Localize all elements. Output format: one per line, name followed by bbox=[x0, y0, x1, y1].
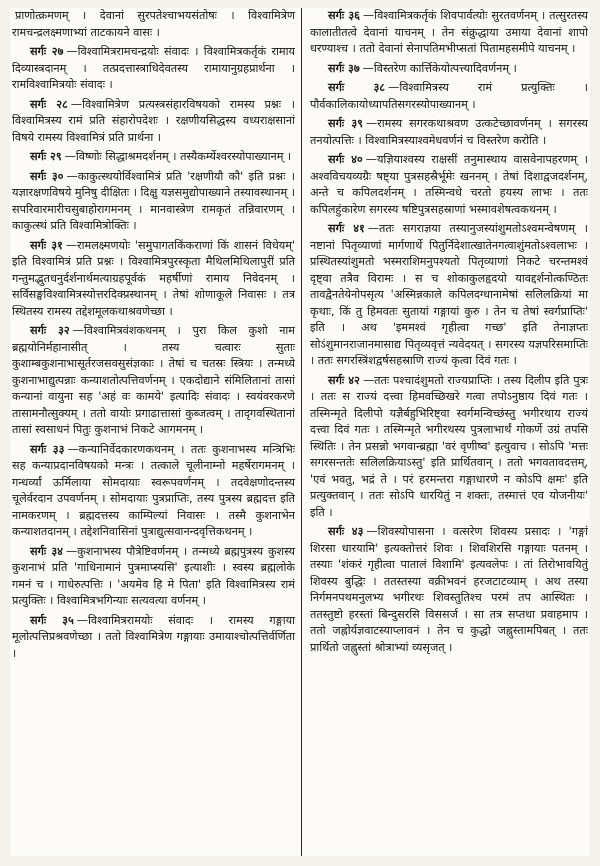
synopsis-paragraph bbox=[12, 613, 295, 663]
sarga-label: सर्गः ३७ bbox=[328, 61, 360, 75]
synopsis-paragraph bbox=[12, 169, 295, 235]
sarga-label: सर्गः ३४ bbox=[30, 544, 63, 558]
synopsis-paragraph bbox=[310, 80, 588, 113]
right-column bbox=[310, 8, 588, 856]
sarga-text: —यज्ञियाश्वस्य राक्षसीं तनुमास्थाय वासवेनापहरणम् । अश्वविचयव्यग्रैः षष्ट्या पुत्रसहस्रैर्भूमेः खननम् । तेषां दिशाद्वजदर्शनम्, अन्ते च कपिलदर्शनम् । तस्मिन्वधे चरतो हयस्य लाभः । ततः कपिलहुंकारेण सगरस्य षष्टिपुत्रसहस्राणां भस्मावशेषत्वकथनम् । bbox=[310, 153, 588, 216]
sarga-label: सर्गः ३० bbox=[30, 169, 64, 183]
sarga-text: —कुशनाभस्य पौत्रेष्टिवर्णनम् । तन्मध्ये ब्रह्मपुत्रस्य कुशस्य कुशनाभं प्रति 'गाधिनामानं पुत्रमाप्स्यसि' इत्याशीः । स्वस्य ब्रह्मलोके गमनं च । गाधेरुत्पत्तिः । 'अयमेव हि मे पिता' इति विश्वामित्रस्य रामं प्रत्युक्तिः । विश्वामित्रभगिन्याः सत्यवत्या वर्णनम् । bbox=[12, 544, 295, 607]
sarga-label: सर्गः ४० bbox=[328, 153, 363, 166]
sarga-label: सर्गः २७ bbox=[30, 45, 64, 58]
sarga-text: —रामलक्ष्मणयोः 'समुपागतकिंकराणां किं शासनं विधेयम्' इति विश्वामित्रं प्रति प्रश्नः । विश्वामित्रपुरस्कृता मैथिलमिथिलापुरीं प्रति गन्तुमद्भुतधनुर्दर्शनार्थमत्याग्रहपूर्वकं महर्षीणां रामाय निवेदनम् । सर्विसङ्घविश्वामित्रस्योत्तरदिक्प्रस्थानम् । तेषां शोणाकूले निवासः । तत्र स्थितस्य रामस्य तद्देशमूलकथाश्रवणेच्छा । bbox=[12, 238, 295, 318]
synopsis-paragraph bbox=[12, 544, 295, 610]
sarga-text: —कन्यानिर्वेदकारणकथनम् । ततः कुशनाभस्य मन्त्रिभिः सह कन्याप्रदानविषयको मन्त्रः । तत्काले चूलीनाम्नो महर्षेरागमनम् । गन्धर्व्यां ऊर्मिलाया सोमदायाः स्वरूपवर्णनम् । तदवेक्षणोदन्तस्य चूलेर्वरदान उपवर्णनम् । सोमदायाः पुत्रप्राप्तिः, तस्य पुत्रस्य ब्रह्मदत्त इति नामकरणम् । ब्रह्मदत्तस्य काम्पिल्यां निवासः । तस्मै कुशनाभेन कन्याशतदानम् । तद्देशनिवासिनां पुत्राद्युत्सवानन्दवृत्तिकथनम् । bbox=[12, 442, 295, 538]
sarga-text: प्राणोत्क्रमणम् । देवानां सुरपतेश्चाभयसंतोषः । विश्वामित्रेण रामचन्द्रलक्ष्मणाभ्यां ताटकायने वासः । bbox=[12, 9, 295, 39]
sarga-label: सर्गः ३५ bbox=[30, 613, 74, 627]
synopsis-paragraph bbox=[310, 373, 588, 522]
sarga-text: —विश्वामित्रस्य रामं प्रत्युक्तिः । पौर्वकालिकायोध्यापतिसगरस्योपाख्यानम् । bbox=[310, 81, 588, 111]
synopsis-paragraph bbox=[310, 524, 588, 656]
sarga-label: सर्गः ४१ bbox=[328, 222, 365, 235]
synopsis-paragraph bbox=[12, 97, 295, 147]
sarga-text: —रामस्य सगरकथाश्रवण उत्कटेच्छावर्णनम् । सगरस्य तनयोत्पत्तिः । विश्वामित्रस्याश्वमेधवर्णनं च विस्तरेण करोति । bbox=[310, 117, 588, 147]
sarga-label: सर्गः २९ bbox=[30, 150, 62, 163]
synopsis-paragraph bbox=[310, 221, 588, 370]
synopsis-paragraph bbox=[12, 323, 295, 439]
text-page bbox=[10, 8, 590, 856]
sarga-text: —ततः पश्चादंशुमतो राज्यप्राप्तिः । तस्य दिलीप इति पुत्रः । ततः स राज्यं दत्त्वा हिमवच्छिखरे गत्वा तपोऽनुष्ठाय दिवं गतः । तस्मिन्मृते दिलीपो यज्ञैर्बहुभिरिष्ट्वा स्वर्गमन्विच्छंस्तु भगीरथाय राज्यं दत्त्वा दिवं गतः । तस्मिन्मृते भगीरथस्य पुत्रलाभार्थं गोकर्णे उग्रं तपसि स्थितिः । तेन प्रसन्नो भगवान्ब्रह्मा 'वरं वृणीष्व' इत्युवाच । सोऽपि 'मत्तः सगरसन्ततेः सलिलक्रियाऽस्तु' इति प्रार्थितवान् । ततो भगवतावदत्तम्, 'एवं भवतु, भद्रं ते । परं हरमन्तरा गङ्गाधारणे न कोऽपि क्षमः' इति प्रत्युक्तवान् । ततः सोऽपि धारयितुं न शक्तः, तस्मात्तं एव योजनीयः' इति । bbox=[310, 373, 588, 519]
synopsis-paragraph bbox=[310, 8, 588, 58]
left-column bbox=[12, 8, 295, 856]
sarga-text: —विश्वामित्रेण प्रत्यस्त्रसंहारविषयको रामस्य प्रश्नः । विश्वामित्रस्य रामं प्रति संहारोपदेशः । रक्षणीयसिद्धस्य वध्यराक्षसानां विषये रामस्य विश्वामित्रं प्रति प्रार्थना । bbox=[12, 97, 295, 144]
synopsis-paragraph bbox=[12, 8, 295, 41]
synopsis-paragraph bbox=[310, 61, 588, 78]
sarga-text: —विश्वामित्रवंशकथनम् । पुरा किल कुशो नाम ब्रह्मयोनिर्महानासीत् । तस्य चत्वारः सुताः कुशाम्बकुशनाभासूर्तरजसवसुसंज्ञकाः । तेषां च चतस्रः स्त्रियः । तन्मध्ये कुशनाभाद्युत्पन्नाः कन्याशतोत्पत्तिवर्णनम् । एकदोद्याने संमिलितानां तासां कन्यानां वायुना सह 'अहं वः कामये' इत्यादिः संवादः । स्वयंवरकरणे तासामनौत्सुक्यम् । ततो वायोः प्रगाढात्तासां कुब्जत्वम् । तादृगवस्थितानां तासां स्वसाधनं पितुः कुशनाभं निकटे आगमनम् । bbox=[12, 324, 295, 436]
column-divider bbox=[301, 8, 302, 856]
synopsis-paragraph bbox=[12, 149, 295, 166]
sarga-label: सर्गः ४२ bbox=[328, 373, 360, 387]
sarga-label: सर्गः ३६ bbox=[328, 9, 360, 22]
synopsis-paragraph bbox=[12, 44, 295, 94]
sarga-text: —शिवस्योपासना । वत्सरेण शिवस्य प्रसादः । 'गङ्गां शिरसा धारयामि' इत्यक्तोत्तरं शिवः । शिवशिरसि गङ्गायाः पतनम् । तस्याः 'शंकरं गृहीत्वा पातालं विशामि' इत्यवलेपः । तां तिरोभावयितुं शिवस्य बुद्धिः । ततस्तस्या वक्रीभवनं हरजटाटव्याम् । अथ तस्या निर्गमनपथमनुलभ्य भगीरथः शिवस्तुतिश्च परमं तप आस्थितः । ततस्तुष्टो हरस्तां बिन्दुसरसि विससर्ज । सा तत्र सप्तधा प्रवाहमाप । ततो जह्नोर्यज्ञवाटस्याप्लावनं । तेन च कुद्धो जह्नुस्तामपिबत् । ततः प्रार्थितो जह्नुस्तां श्रोत्राभ्यां व्यसृजत् । bbox=[310, 525, 588, 654]
sarga-text: —विश्वामित्ररामचन्द्रयोः संवादः । विश्वामित्रकर्तृकं रामाय दिव्यास्त्रदानम् । तत्प्रदत्तास्त्राधिदेवतस्य रामायानुग्रहप्रार्थना । रामविश्वामित्रयोः संवादः । bbox=[12, 45, 295, 91]
synopsis-paragraph bbox=[12, 238, 295, 321]
sarga-text: —काकुत्स्थयोर्विश्वामित्रं प्रति 'रक्षणीयौ कौ' इति प्रश्नः । यज्ञारक्षणविषये मुनिषु दीक्षितः । दिक्षु यज्ञसमुद्योपाख्याने तस्यावस्थानम् । सपरिवारमारीचसुबाहोरागमनम् । मानवास्त्रेण रामकृतं तन्निवारणम् । काकुत्स्थं प्रति विश्वामित्रोक्तिः । bbox=[12, 169, 295, 232]
synopsis-paragraph bbox=[310, 152, 588, 218]
sarga-text: —विस्तरेण कार्त्तिकेयोत्पत्त्यादिवर्णनम् । bbox=[362, 61, 517, 75]
sarga-label: सर्गः ३१ bbox=[30, 238, 63, 252]
sarga-text: —विश्वामित्रकर्तृकं शिवपार्वत्योः सुरतवर्णनम् । तत्सुरतस्य कालातीतत्वे देवानां याचनम् । तेन संक्रुद्धाया उमाया देवानां शापो धरण्याश्च । ततो देवानां सेनापतिमभीप्सतां पितामहसमीपे याचनम् । bbox=[310, 9, 588, 55]
sarga-text: —विश्वामित्ररामयोः संवादः । रामस्य गङ्गाया मूलोत्पत्तिप्रश्रवणेच्छा । ततो विश्वामित्रेण गङ्गायाः उमायाश्चोत्पत्तिर्वर्णिता । bbox=[12, 613, 295, 660]
sarga-label: सर्गः २८ bbox=[30, 97, 68, 111]
sarga-label: सर्गः ३३ bbox=[30, 442, 65, 456]
synopsis-paragraph bbox=[310, 116, 588, 149]
sarga-label: सर्गः ३२ bbox=[30, 324, 70, 337]
sarga-label: सर्गः ३९ bbox=[328, 117, 363, 130]
sarga-label: सर्गः ३८ bbox=[328, 81, 386, 94]
sarga-text: —विष्णोः सिद्धाश्रमदर्शनम् । तस्यैकर्म्येश्वरस्योपाख्यानम् । bbox=[64, 150, 292, 163]
sarga-text: —ततः सगराज्ञया तस्यानुजस्यांशुमतोऽश्वमन्वेषणम् । नष्टानां पितृव्याणां मार्गणार्थे पितुर्निदेशात्खातेनगत्वाशुंमतोऽश्वलाभः । प्रस्थितस्यांशुमतो भस्मराशिमनुपश्यतो पितृव्याणां निकटे चरन्तमश्वं दृष्ट्वा तत्रैव विरामः । स च शोकाकुलहृदयो यावद्दर्शनोत्कण्ठितः तावद्वैनतेयेनोपसृत्य 'अस्मिन्नकाले कपिलदग्धानामेषां सलिलक्रियां मा कृथाः, किं तु हिमवतः सुतायां गङ्गायां कुरु । तेन च तेषां स्वर्गप्राप्तिः' इति । अथ 'इममश्वं गृहीत्वा गच्छ' इति तेनाज्ञप्तः सोऽंशुमानराजानमासाद्य पितृव्यवृत्तं न्यवेदयत् । सगरस्य यज्ञपरिसमाप्तिः । ततः सगरस्त्रिंशद्वर्षसहस्राणि राज्यं कृत्वा दिवं गतः । bbox=[310, 222, 588, 367]
synopsis-paragraph bbox=[12, 442, 295, 541]
sarga-label: सर्गः ४३ bbox=[328, 525, 364, 538]
